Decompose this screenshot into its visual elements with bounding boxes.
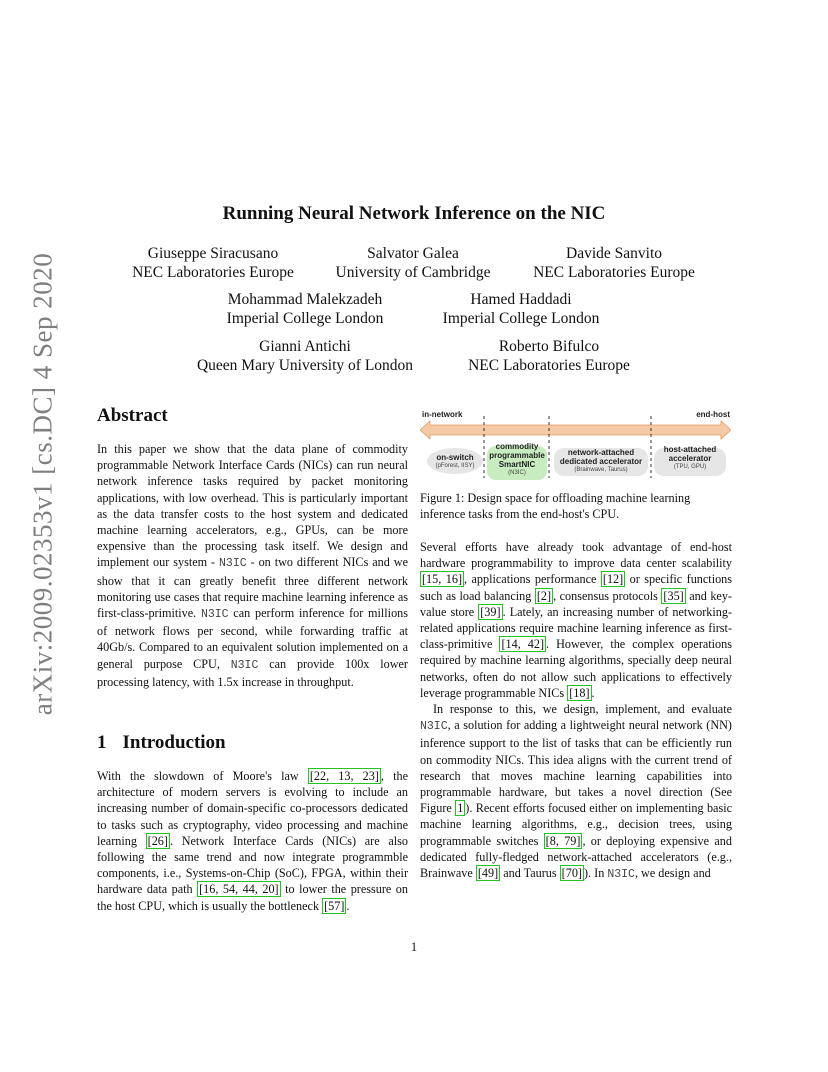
author-2: [313, 244, 513, 282]
body-text: . However, the complex operations required by machine learning algorithms, specially deep neural networks, often do not allow such applications to effectively leverage programmable NICs: [420, 637, 732, 700]
intro-text: .: [346, 898, 350, 913]
body-text: and key-value store: [420, 588, 732, 619]
body-text: ). In: [583, 866, 608, 881]
body-text: , consensus protocols: [553, 588, 662, 603]
body-text: , we design and: [634, 866, 711, 881]
author-4: [205, 290, 405, 328]
citation-link[interactable]: [14, 42]: [501, 637, 545, 652]
system-name: N3IC: [607, 868, 635, 882]
author-affiliation: Imperial College London: [442, 310, 600, 327]
author-7: [449, 337, 649, 375]
citation-link[interactable]: [70]: [561, 866, 582, 881]
author-affiliation: Queen Mary University of London: [196, 357, 414, 374]
citation-link[interactable]: [57]: [324, 898, 345, 913]
intro-text: , the architecture of modern servers is evolving to include an increasing number of domain-specific co-processors dedicated to tasks such as cryptography, video processing and machine learning: [97, 769, 408, 848]
section-number: 1: [97, 732, 107, 753]
author-name: Salvator Galea: [367, 245, 459, 262]
body-text: . Lately, an increasing number of networking-related applications require machine learning inference as first-class-primitive: [420, 604, 732, 652]
author-3: [514, 244, 714, 282]
box-subtitle: (Brainwave, Taurus): [574, 467, 628, 473]
end-host-label-text: end-host: [696, 410, 730, 419]
intro-text: . Network Interface Cards (NICs) are also following the same trend and now integrate programmble components, i.e., Systems-on-Chip (SoC), FPGA, within their hardware data path: [97, 833, 408, 897]
on-switch-label: [427, 453, 483, 471]
introduction-paragraph: [97, 768, 408, 914]
box-subtitle: (TPU, GPU): [673, 464, 707, 470]
abstract-body: [97, 441, 408, 690]
figure-1-caption: Figure 1: Design space for offloading machine learning inference tasks from the end-host's CPU.: [420, 491, 691, 522]
figure-reference-link[interactable]: 1: [457, 801, 464, 816]
citation-link[interactable]: [8, 79]: [545, 833, 581, 848]
body-text: , or deploying expensive and dedicated fully-fledged network-attached accelerators (e.g., Brainwave: [420, 833, 732, 881]
right-paragraph-1: [420, 539, 732, 701]
intro-text: With the slowdown of Moore's law: [97, 769, 308, 783]
abstract-text: can perform inference for millions of network flows per second, while forwarding traffic at 40Gb/s. Compared to an equivalent solution implemented on a general purpose CPU,: [97, 606, 408, 671]
author-affiliation: NEC Laboratories Europe: [132, 264, 294, 281]
citation-link[interactable]: [22, 13, 23]: [309, 769, 379, 783]
author-5: [421, 290, 621, 328]
author-affiliation: NEC Laboratories Europe: [533, 264, 695, 281]
body-text: and Taurus: [500, 866, 560, 881]
box-title: commodity programmable SmartNIC: [489, 442, 545, 469]
arxiv-stamp-text: arXiv:2009.02353v1 [cs.DC] 4 Sep 2020: [27, 252, 58, 716]
body-text: In response to this, we design, implement, and evaluate: [433, 702, 732, 717]
introduction-body: [97, 768, 408, 914]
author-1: [113, 244, 313, 282]
smartnic-label: [487, 442, 547, 478]
introduction-heading: [97, 732, 226, 754]
paper-title: Running Neural Network Inference on the NIC: [222, 203, 606, 224]
in-network-end-host-arrow: [420, 421, 731, 439]
system-name: N3IC: [219, 557, 247, 571]
body-text: .: [591, 685, 595, 700]
body-text: ). Recent efforts focused either on implementing basic machine learning algorithms, e.g., decision trees, using programmable switches: [420, 801, 732, 848]
body-text: , a solution for adding a lightweight neural network (NN) inference support to the list of tasks that can be efficiently run on commodity NICs. This idea aligns with the current trend of research that moves machine learning capabilities into programmable hardware, but takes a novel direction (See Figure: [420, 718, 732, 816]
abstract-text: In this paper we show that the data plane of commodity programmable Network Interface Cards (NICs) can run neural network inference tasks required by packet monitoring applications, with low overhead. This is particularly important as the data transfer costs to the host system and dedicated machine learning accelerators, e.g., GPUs, can be more expensive than the processing task itself. We design and implement our system -: [97, 442, 408, 570]
page-number: 1: [410, 940, 418, 954]
citation-link[interactable]: [12]: [602, 572, 624, 587]
abstract-text: - on two different NICs and we show that it can greatly benefit three different network monitoring use cases that require machine learning inference as first-class-primitive.: [97, 555, 408, 621]
box-subtitle: (pForest, IISY): [435, 463, 475, 469]
author-name: Mohammad Malekzadeh: [227, 291, 383, 308]
system-name: N3IC: [230, 658, 259, 672]
system-name: N3IC: [420, 720, 448, 734]
section-title: Introduction: [122, 732, 226, 753]
author-6: [180, 337, 430, 375]
citation-link[interactable]: [49]: [477, 866, 499, 881]
author-name: Giuseppe Siracusano: [147, 245, 279, 262]
abstract-text: can provide 100x lower processing latency, with 1.5x increase in throughput.: [97, 656, 408, 689]
body-text: , applications performance: [464, 572, 601, 587]
citation-link[interactable]: [18]: [569, 685, 590, 700]
end-host-label: [670, 410, 730, 419]
citation-link[interactable]: [16, 54, 44, 20]: [199, 882, 279, 897]
in-network-label-text: in-network: [422, 410, 463, 419]
citation-link[interactable]: [15, 16]: [422, 572, 462, 587]
right-paragraph-2: [420, 701, 732, 883]
in-network-label: [422, 410, 462, 419]
citation-link[interactable]: [35]: [663, 588, 684, 603]
box-title: host-attached accelerator: [663, 445, 717, 463]
system-name: N3IC: [200, 608, 229, 622]
author-name: Gianni Antichi: [259, 338, 351, 355]
box-subtitle: (N3IC): [508, 470, 526, 476]
author-name: Hamed Haddadi: [470, 291, 572, 308]
network-accelerator-label: [554, 448, 648, 475]
citation-link[interactable]: [26]: [147, 833, 168, 848]
abstract-heading: Abstract: [97, 405, 168, 426]
arxiv-side-stamp: [21, 252, 65, 716]
figure-1-design-space: [420, 408, 731, 488]
right-column-body: [420, 539, 732, 883]
citation-link[interactable]: [39]: [480, 604, 501, 619]
box-title: network-attached dedicated accelerator: [559, 448, 643, 466]
abstract-paragraph: [97, 441, 408, 690]
author-name: Roberto Bifulco: [498, 338, 600, 355]
author-affiliation: Imperial College London: [226, 310, 384, 327]
author-affiliation: University of Cambridge: [335, 264, 491, 281]
body-text: or specific functions such as load balancing: [420, 572, 733, 603]
host-accelerator-label: [656, 445, 724, 472]
author-affiliation: NEC Laboratories Europe: [468, 357, 630, 374]
citation-link[interactable]: [2]: [536, 588, 552, 603]
author-name: Davide Sanvito: [566, 245, 662, 262]
box-title: on-switch: [436, 453, 474, 462]
intro-text: to lower the pressure on the host CPU, which is usually the bottleneck: [97, 882, 408, 913]
body-text: Several efforts have already took advantage of end-host hardware programmability to improve data center scalability: [420, 540, 732, 571]
